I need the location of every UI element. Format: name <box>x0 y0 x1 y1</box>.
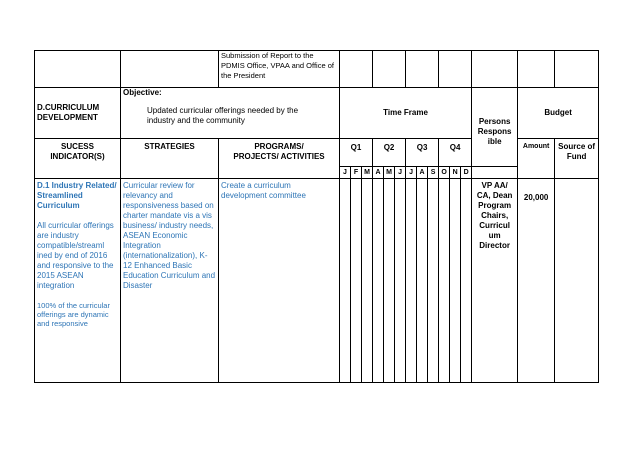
amount-header: Amount <box>518 139 555 179</box>
indicator-note: 100% of the curricular offerings are dynamic and responsive <box>37 301 110 328</box>
month-cell <box>461 179 472 383</box>
persons-label: Persons Respons ible <box>477 117 512 146</box>
empty-cell <box>35 51 121 88</box>
time-frame-cell <box>340 88 472 139</box>
month-oct: O <box>439 167 450 179</box>
submission-cell <box>219 51 340 88</box>
month-cell <box>417 179 428 383</box>
month-cell <box>428 179 439 383</box>
objective-text: Updated curricular offerings needed by the industry and the community <box>147 106 299 125</box>
quarter-q4: Q4 <box>439 139 472 167</box>
month-cell <box>439 179 450 383</box>
month-nov: N <box>450 167 461 179</box>
month-cell <box>406 179 417 383</box>
month-aug: A <box>417 167 428 179</box>
month-jul: J <box>406 167 417 179</box>
empty-cell <box>472 51 518 88</box>
month-jan: J <box>340 167 351 179</box>
amount-value-cell <box>518 179 555 383</box>
empty-cell <box>373 51 406 88</box>
month-sep: S <box>428 167 439 179</box>
time-frame-label: Time Frame <box>383 108 428 117</box>
section-title: D.CURRICULUM DEVELOPMENT <box>37 103 100 122</box>
content-row <box>35 179 599 383</box>
month-dec: D <box>461 167 472 179</box>
strategies-header: STRATEGIES <box>121 139 219 179</box>
strategy-text: Curricular review for relevancy and responsiveness based on charter mandate vis a vis business/ industry needs, ASEAN Economic Integration (internationalization), K-12 Enhanced Basic Education Curriculum and Disaster <box>123 181 216 290</box>
source-header: Source of Fund <box>555 139 599 179</box>
objective-cell <box>121 88 340 139</box>
indicator-body: All curricular offerings are industry compatible/streaml ined by end of 2016 and responsive to the 2015 ASEAN integration <box>37 221 114 290</box>
empty-cell <box>555 51 599 88</box>
month-mar: M <box>362 167 373 179</box>
month-cell <box>351 179 362 383</box>
empty-cell <box>439 51 472 88</box>
section-title-cell <box>35 88 121 139</box>
persons-value-cell <box>472 179 518 383</box>
indicator-cell <box>35 179 121 383</box>
objective-row <box>35 88 599 139</box>
budget-label: Budget <box>544 108 572 117</box>
quarter-q2: Q2 <box>373 139 406 167</box>
strategy-cell <box>121 179 219 383</box>
month-cell <box>362 179 373 383</box>
month-cell <box>340 179 351 383</box>
quarter-q3: Q3 <box>406 139 439 167</box>
source-value-cell <box>555 179 599 383</box>
month-cell <box>395 179 406 383</box>
programs-header: PROGRAMS/ PROJECTS/ ACTIVITIES <box>219 139 340 179</box>
persons-cell <box>472 88 518 167</box>
month-apr: A <box>373 167 384 179</box>
empty-cell <box>340 51 373 88</box>
amount-value: 20,000 <box>523 193 549 202</box>
plan-table <box>34 50 599 383</box>
indicator-title: D.1 Industry Related/ Streamlined Curriculum <box>37 181 117 210</box>
month-may: M <box>384 167 395 179</box>
empty-cell <box>518 51 555 88</box>
persons-value: VP AA/ CA, Dean Program Chairs, Curricul um Director <box>476 181 513 250</box>
indicators-header: SUCESS INDICATOR(S) <box>35 139 121 179</box>
month-feb: F <box>351 167 362 179</box>
month-jun: J <box>395 167 406 179</box>
quarter-q1: Q1 <box>340 139 373 167</box>
budget-cell <box>518 88 599 139</box>
empty-cell <box>121 51 219 88</box>
month-cell <box>450 179 461 383</box>
empty-cell <box>406 51 439 88</box>
month-cell <box>384 179 395 383</box>
month-cell <box>373 179 384 383</box>
activity-cell <box>219 179 340 383</box>
submission-text: Submission of Report to the PDMIS Office, VPAA and Office of the President <box>221 51 334 80</box>
objective-label: Objective: <box>123 88 162 97</box>
activity-text: Create a curriculum development committee <box>221 181 306 200</box>
submission-row <box>35 51 599 88</box>
